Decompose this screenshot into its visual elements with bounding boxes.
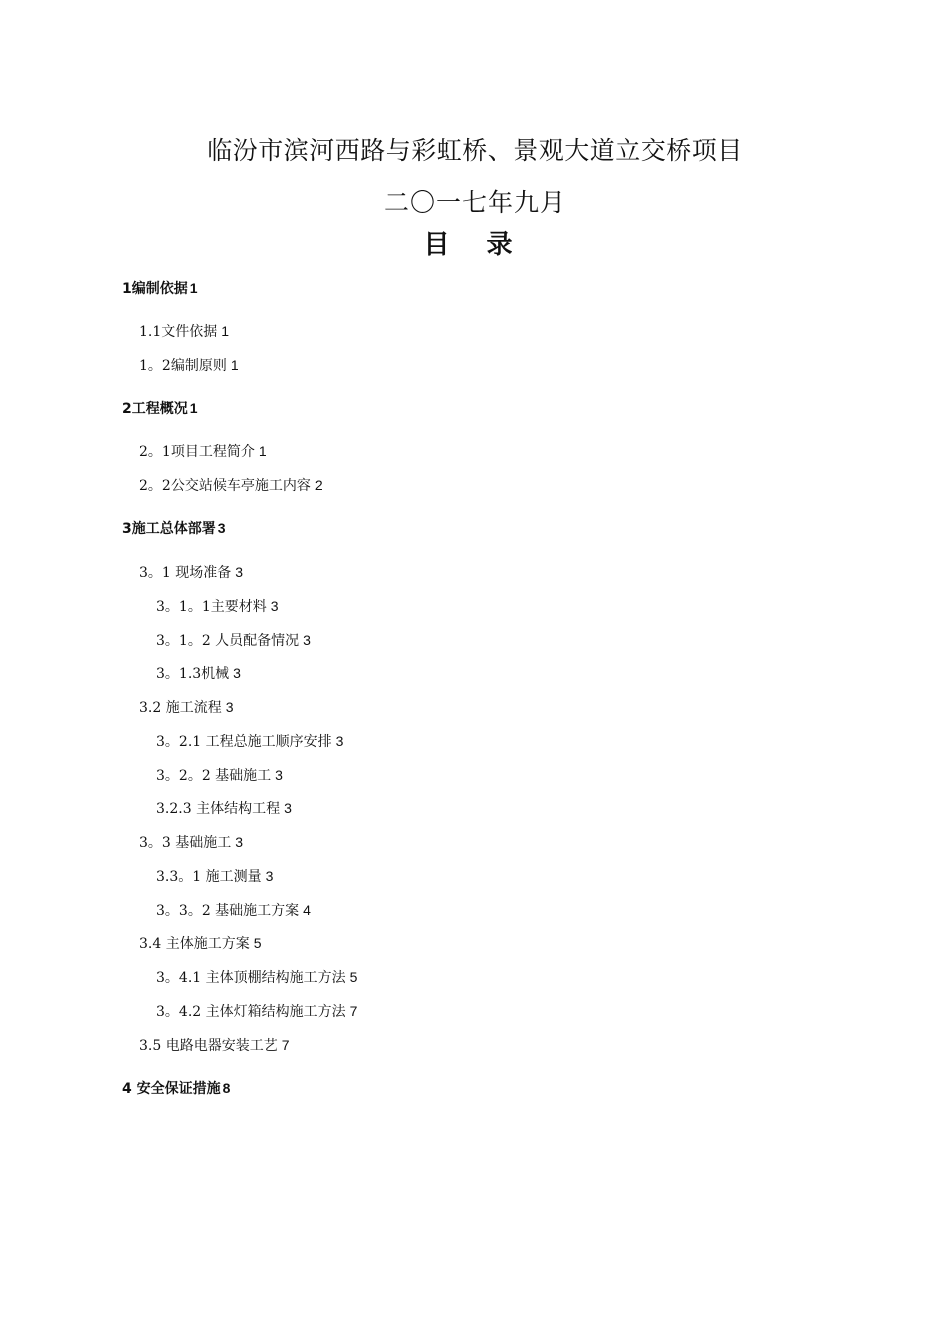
toc-entry-page-number: 3 [233,665,241,681]
toc-entry-label: 3。1.3机械 [156,666,230,682]
toc-entry[interactable] [156,765,283,786]
toc-entry-page-number: 1 [221,323,230,339]
toc-entry[interactable] [139,697,234,718]
toc-entry-label: 2。1项目工程简介 [139,444,255,460]
toc-entry-label: 3.2.3 主体结构工程 [156,801,281,817]
toc-entry-label: 1。2编制原则 [139,358,227,374]
toc-entry-label: 3施工总体部署 [122,521,216,537]
toc-entry-page-number: 3 [303,632,311,648]
toc-entry[interactable] [156,967,357,988]
toc-entry[interactable] [122,278,198,299]
toc-entry-page-number: 7 [281,1037,290,1053]
toc-entry-page-number: 5 [253,935,262,951]
toc-entry-page-number: 1 [189,280,198,296]
toc-entry-label: 3。4.1 主体顶棚结构施工方法 [156,970,346,986]
toc-entry-label: 2。2公交站候车亭施工内容 [139,478,311,494]
toc-entry[interactable] [156,731,343,752]
toc-entry-label: 3。1。1主要材料 [156,599,267,615]
toc-entry-page-number: 3 [235,834,244,850]
toc-entry-label: 3。1。2 人员配备情况 [156,633,300,649]
toc-entry-label: 3。4.2 主体灯箱结构施工方法 [156,1004,346,1020]
toc-entry-label: 3.4 主体施工方案 [139,936,250,952]
toc-entry[interactable] [156,900,311,921]
toc-entry[interactable] [139,562,243,583]
document-title: 临汾市滨河西路与彩虹桥、景观大道立交桥项目 [207,136,743,165]
toc-heading: 目 录 [423,230,527,260]
toc-entry[interactable] [122,518,226,539]
document-date: 二〇一七年九月 [383,188,566,217]
toc-entry[interactable] [156,1001,357,1022]
toc-entry[interactable] [139,832,243,853]
toc-entry[interactable] [139,933,262,954]
toc-entry-label: 3。3。2 基础施工方案 [156,903,300,919]
toc-entry-page-number: 3 [335,733,344,749]
toc-entry-page-number: 3 [235,564,244,580]
toc-entry-label: 3。2.1 工程总施工顺序安排 [156,734,332,750]
toc-entry[interactable] [139,355,239,376]
toc-entry[interactable] [139,321,229,342]
toc-entry-page-number: 8 [222,1080,231,1096]
toc-entry-page-number: 1 [189,400,198,416]
toc-entry[interactable] [156,866,273,887]
toc-entry-page-number: 3 [217,520,226,536]
toc-entry[interactable] [156,798,292,819]
toc-entry-label: 1编制依据 [122,281,188,297]
toc-entry-label: 3。1 现场准备 [139,565,232,581]
toc-entry-label: 4 安全保证措施 [122,1081,221,1097]
toc-entry[interactable] [122,1078,230,1099]
toc-entry-page-number: 3 [270,598,279,614]
toc-entry-page-number: 1 [230,357,239,373]
toc-entry-label: 3。2。2 基础施工 [156,768,272,784]
toc-entry[interactable] [156,663,241,684]
toc-entry-label: 3.5 电路电器安装工艺 [139,1038,278,1054]
toc-entry[interactable] [139,475,323,496]
toc-entry-page-number: 7 [349,1003,358,1019]
toc-entry-label: 3。3 基础施工 [139,835,232,851]
toc-entry[interactable] [122,398,198,419]
toc-entry-page-number: 1 [258,443,267,459]
toc-entry-label: 3.3。1 施工测量 [156,869,262,885]
toc-entry-page-number: 3 [275,767,283,783]
toc-entry[interactable] [139,1035,290,1056]
toc-entry-label: 2工程概况 [122,401,188,417]
toc-entry-page-number: 3 [225,699,234,715]
toc-entry-page-number: 3 [265,868,274,884]
toc-entry-label: 3.2 施工流程 [139,700,222,716]
toc-entry-page-number: 3 [284,800,292,816]
toc-entry-page-number: 5 [349,969,358,985]
toc-entry[interactable] [156,596,279,617]
toc-entry-page-number: 2 [314,477,323,493]
toc-entry[interactable] [156,630,311,651]
toc-entry-label: 1.1文件依据 [139,324,218,340]
toc-entry-page-number: 4 [303,902,311,918]
toc-entry[interactable] [139,441,267,462]
